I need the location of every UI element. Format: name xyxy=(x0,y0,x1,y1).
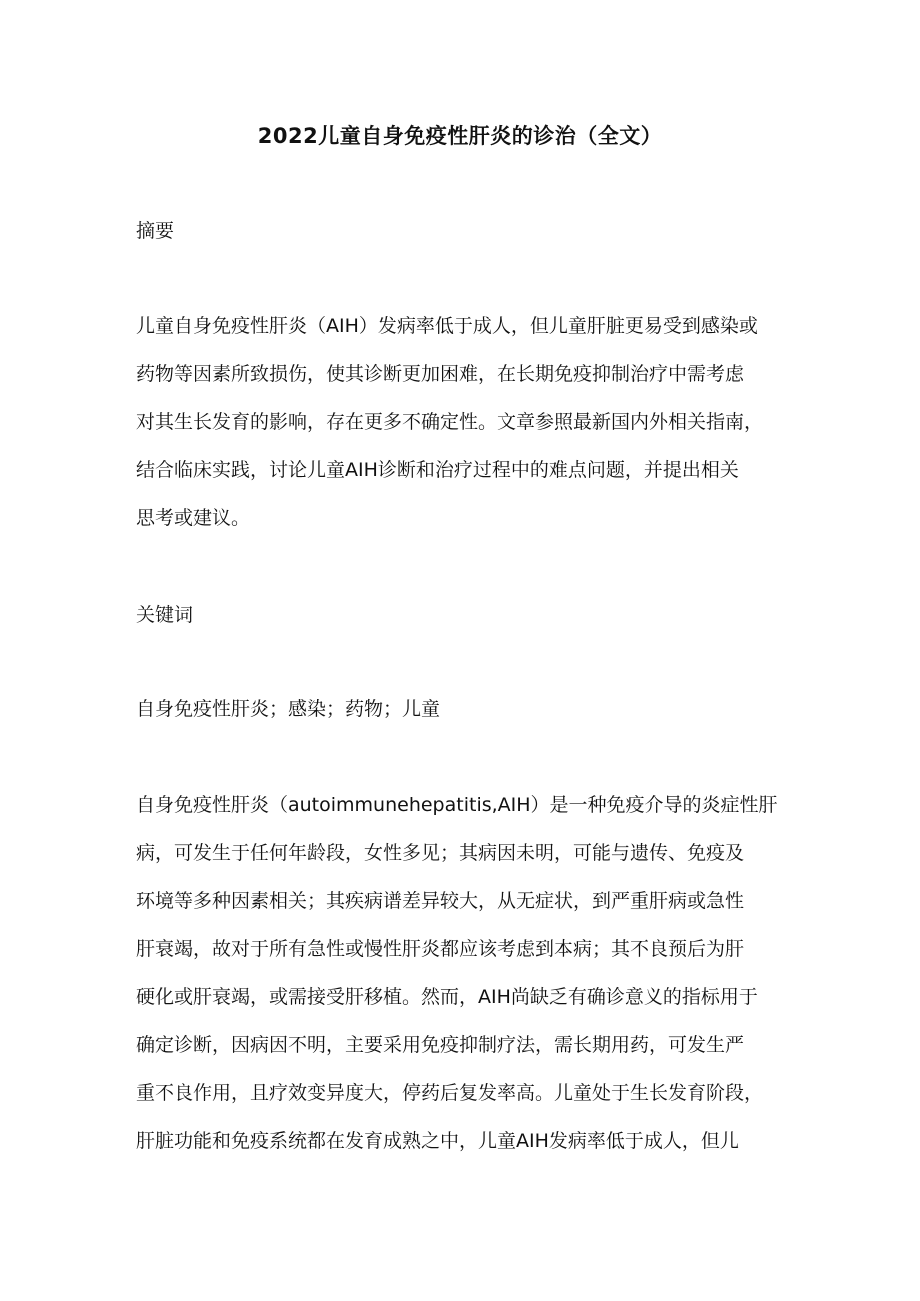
body-line: 自身免疫性肝炎（autoimmunehepatitis,AIH）是一种免疫介导的炎症性肝 xyxy=(136,794,778,816)
body-line: 病，可发生于任何年龄段，女性多见；其病因未明，可能与遗传、免疫及 xyxy=(136,842,745,864)
body-line: 重不良作用，且疗效变异度大，停药后复发率高。儿童处于生长发育阶段， xyxy=(136,1082,764,1104)
abstract-paragraph xyxy=(136,302,796,542)
body-line: 硬化或肝衰竭，或需接受肝移植。然而，AIH尚缺乏有确诊意义的指标用于 xyxy=(136,986,758,1008)
document-title: 2022儿童自身免疫性肝炎的诊治（全文） xyxy=(257,124,663,148)
abstract-line: 对其生长发育的影响，存在更多不确定性。文章参照最新国内外相关指南， xyxy=(136,411,764,433)
body-line: 肝脏功能和免疫系统都在发育成熟之中，儿童AIH发病率低于成人，但儿 xyxy=(136,1130,739,1152)
body-line: 肝衰竭，故对于所有急性或慢性肝炎都应该考虑到本病；其不良预后为肝 xyxy=(136,938,745,960)
keywords-text: 自身免疫性肝炎；感染；药物；儿童 xyxy=(136,698,441,720)
abstract-line: 药物等因素所致损伤，使其诊断更加困难，在长期免疫抑制治疗中需考虑 xyxy=(136,363,745,385)
body-paragraph xyxy=(136,781,796,1165)
abstract-heading: 摘要 xyxy=(136,220,175,242)
body-line: 确定诊断，因病因不明，主要采用免疫抑制疗法，需长期用药，可发生严 xyxy=(136,1034,745,1056)
keywords-heading: 关键词 xyxy=(136,604,194,626)
abstract-line: 儿童自身免疫性肝炎（AIH）发病率低于成人，但儿童肝脏更易受到感染或 xyxy=(136,315,758,337)
abstract-line: 思考或建议。 xyxy=(136,507,251,529)
abstract-line: 结合临床实践，讨论儿童AIH诊断和治疗过程中的难点问题，并提出相关 xyxy=(136,459,739,481)
body-line: 环境等多种因素相关；其疾病谱差异较大，从无症状，到严重肝病或急性 xyxy=(136,890,745,912)
